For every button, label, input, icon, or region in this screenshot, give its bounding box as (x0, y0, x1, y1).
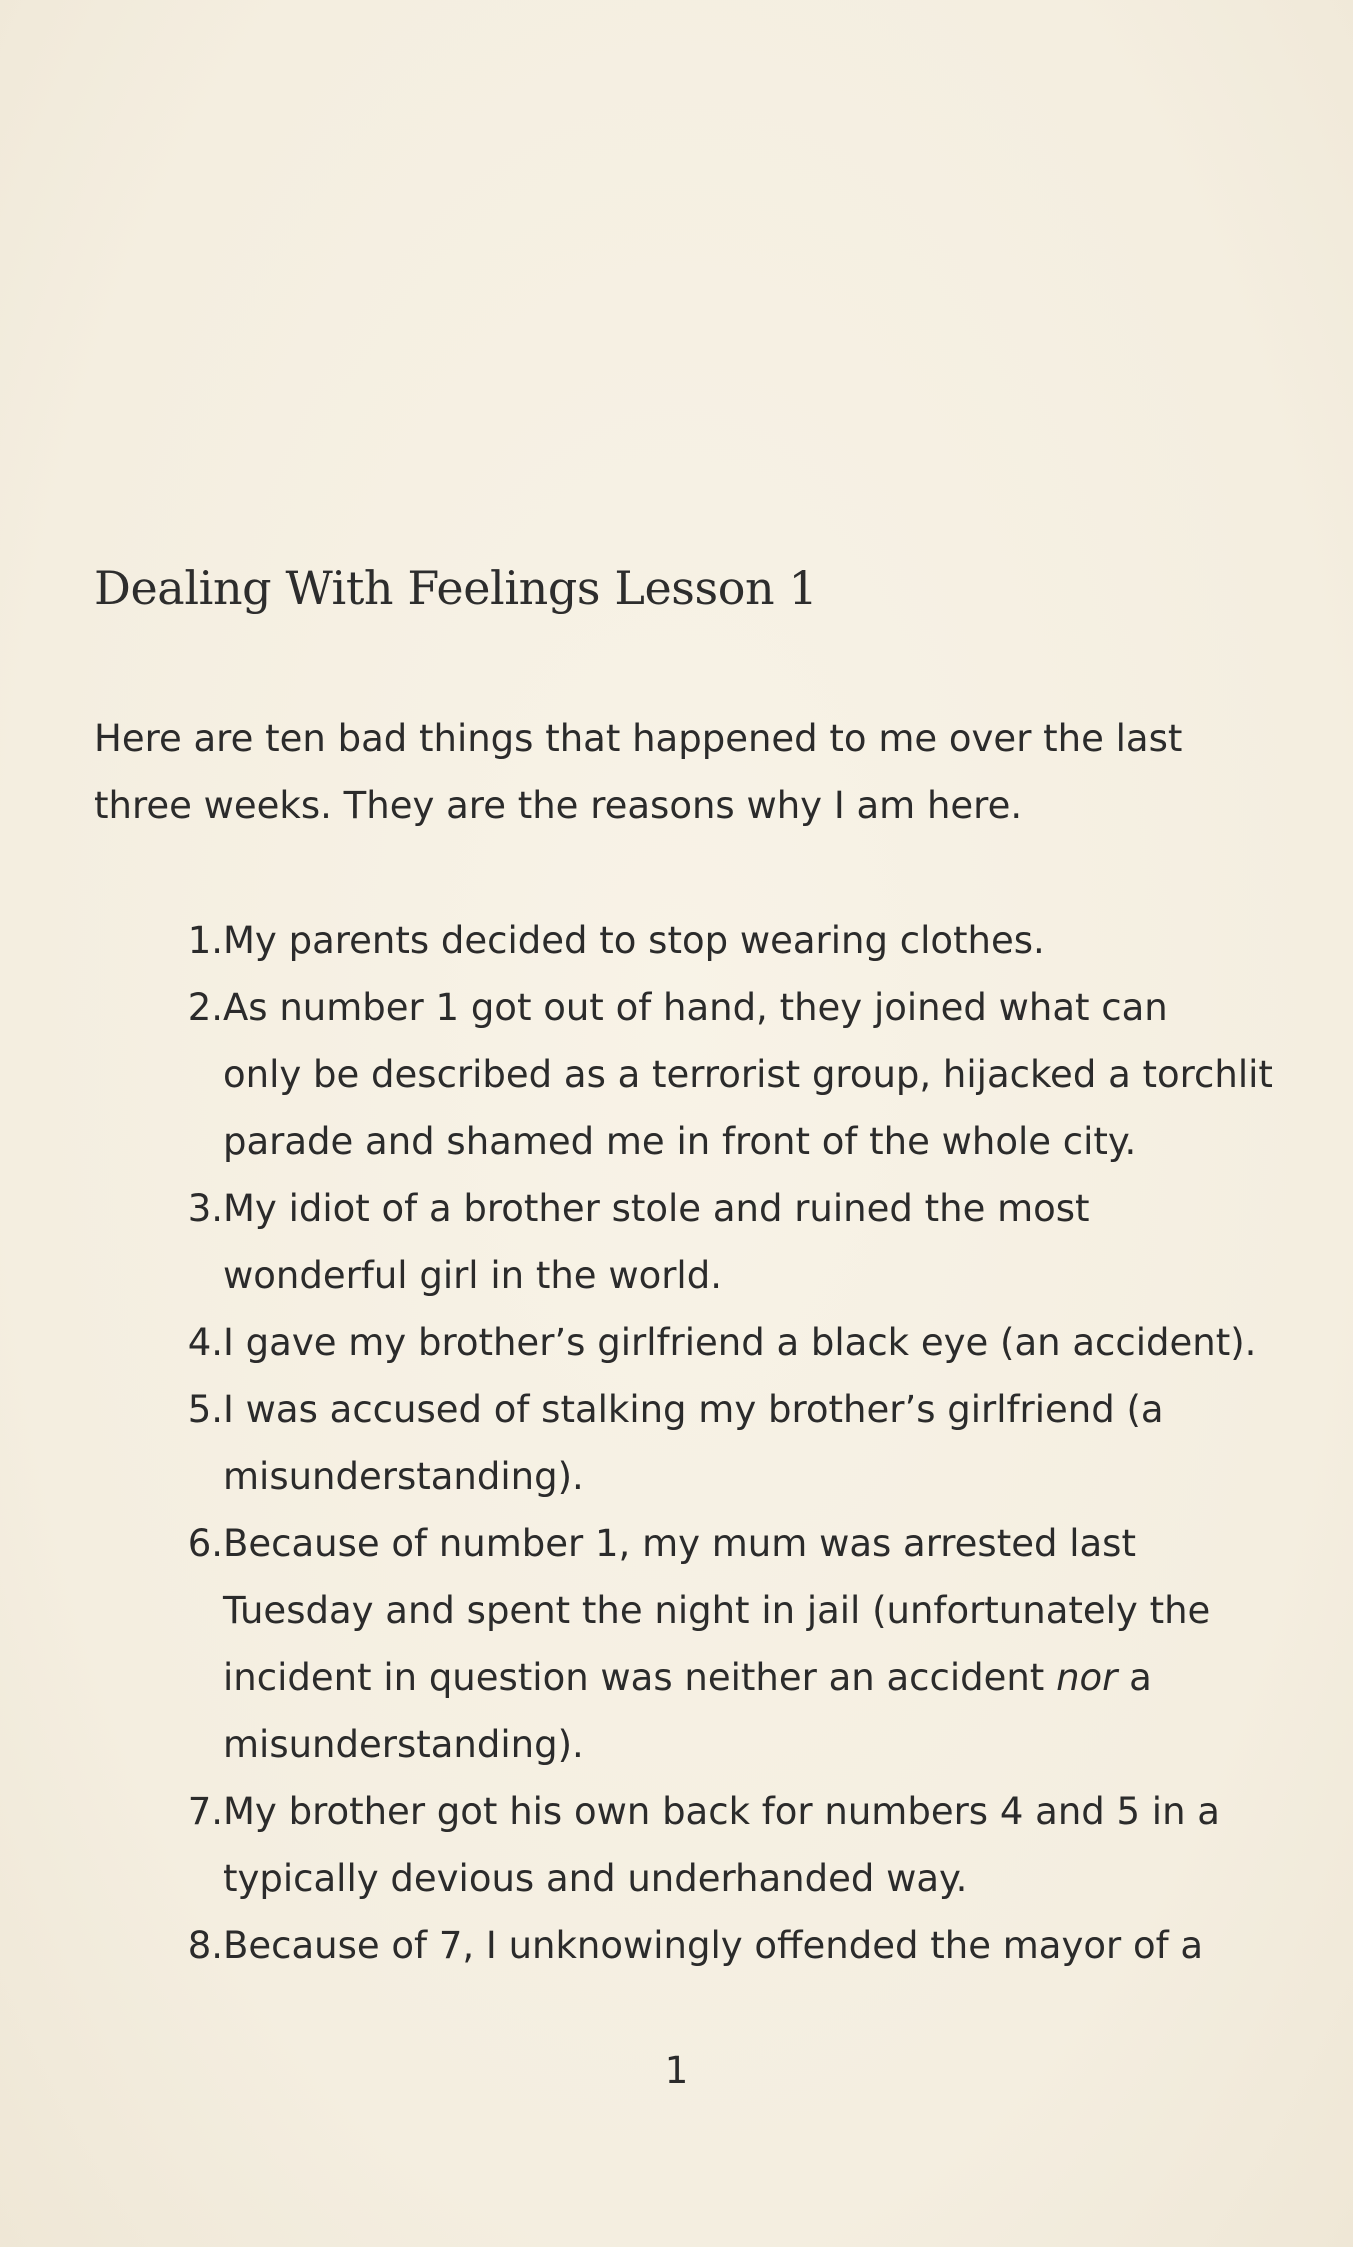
intro-paragraph (94, 705, 1194, 839)
lesson-title: Dealing With Feelings Lesson 1 (94, 561, 818, 615)
list-item (150, 907, 1200, 974)
list-item-line: My parents decided to stop wearing clothes. (223, 919, 1045, 962)
list-item (150, 1912, 1204, 1979)
list-item-number: 7. (187, 1790, 223, 1833)
list-item-number: 1. (187, 919, 223, 962)
list-item-line: My idiot of a brother stole and ruined the most (223, 1187, 1090, 1230)
list-item-number: 6. (187, 1522, 223, 1565)
list-item-line: Tuesday and spent the night in jail (unfortunately the (223, 1589, 1211, 1632)
list-item-line: misunderstanding). (223, 1723, 584, 1766)
list-item-number: 4. (187, 1321, 223, 1364)
list-item-line: Because of 7, I unknowingly offended the mayor of a (223, 1924, 1204, 1967)
list-item-text (223, 1778, 1220, 1912)
list-item-line: only be described as a terrorist group, hijacked a torchlit (223, 1053, 1273, 1096)
list-item-line: parade and shamed me in front of the whole city. (223, 1120, 1137, 1163)
list-item-text (223, 974, 1273, 1175)
list-item-number: 2. (187, 986, 223, 1029)
list-item-line: misunderstanding). (223, 1455, 584, 1498)
list-item (150, 1510, 1211, 1778)
list-item-number: 3. (187, 1187, 223, 1230)
page-number: 1 (664, 2049, 689, 2092)
list-item-line: incident in question was neither an accident nor a (223, 1656, 1152, 1699)
list-item-text (223, 907, 1200, 974)
list-item-line: wonderful girl in the world. (223, 1254, 722, 1297)
list-item-number: 8. (187, 1924, 223, 1967)
intro-line: three weeks. They are the reasons why I am here. (94, 784, 1023, 827)
list-item-line: I was accused of stalking my brother’s girlfriend (a (223, 1388, 1164, 1431)
list-item-text (223, 1912, 1203, 1979)
list-item-text (223, 1309, 1256, 1376)
bad-things-list (150, 907, 1273, 1979)
list-item-text (223, 1376, 1200, 1510)
list-item (150, 974, 1273, 1175)
intro-line: Here are ten bad things that happened to me over the last (94, 717, 1183, 760)
list-item-line: My brother got his own back for numbers 4 and 5 in a (223, 1790, 1220, 1833)
list-item-text (223, 1175, 1200, 1309)
list-item (150, 1778, 1220, 1912)
list-item (150, 1175, 1200, 1309)
emphasized-word: nor (1056, 1656, 1118, 1699)
list-item-line: Because of number 1, my mum was arrested last (223, 1522, 1136, 1565)
list-item-number: 5. (187, 1388, 223, 1431)
list-item-line: I gave my brother’s girlfriend a black eye (an accident). (223, 1321, 1257, 1364)
list-item-line: As number 1 got out of hand, they joined what can (223, 986, 1168, 1029)
list-item-text (223, 1510, 1210, 1778)
list-item-line: typically devious and underhanded way. (223, 1857, 968, 1900)
list-item (150, 1309, 1257, 1376)
list-item (150, 1376, 1200, 1510)
